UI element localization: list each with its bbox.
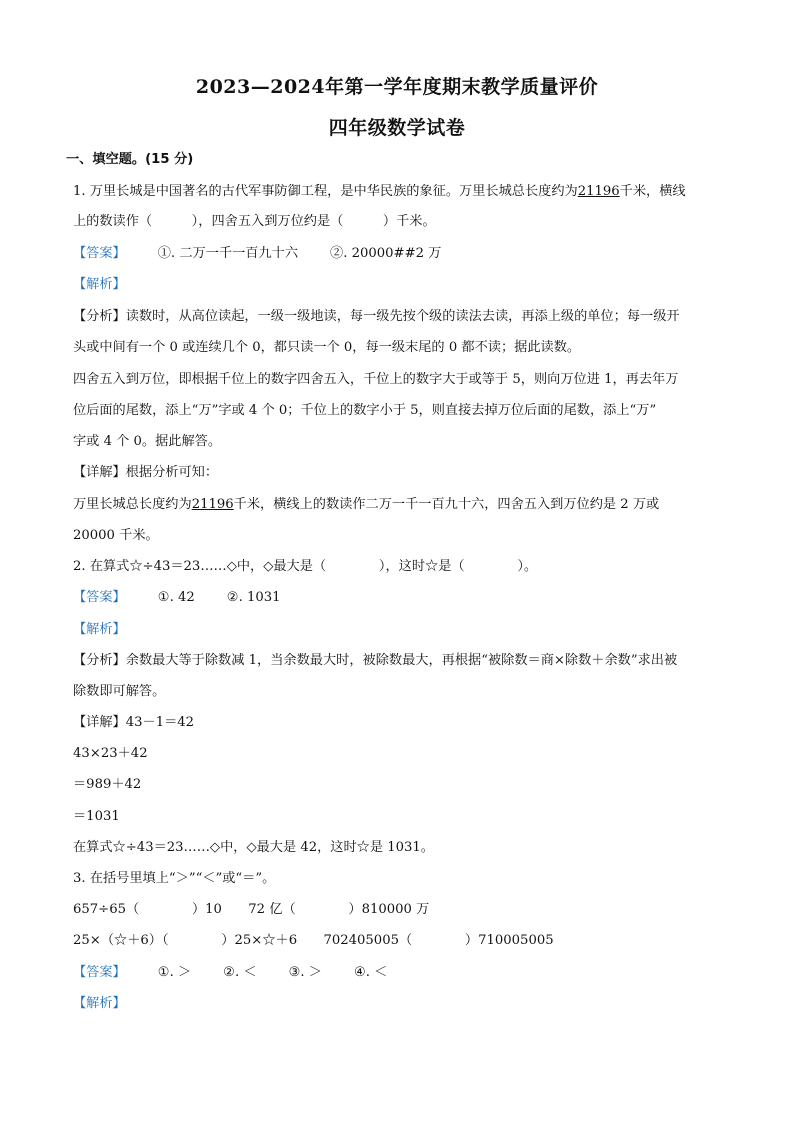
q3-row2: 25×（☆＋6）（ ）25×☆＋6 702405005（ ）710005005 xyxy=(73,933,554,948)
q1-fenxi-line5: 字或 4 个 0。据此解答。 xyxy=(73,434,222,449)
exam-title: 2023—2024年第一学年度期末教学质量评价 xyxy=(195,76,599,98)
detail-text-a: 万里长城总长度约为 xyxy=(73,497,192,512)
answer-item: ①. ＞ xyxy=(157,965,192,980)
fenxi-tag: 【分析】 xyxy=(73,653,126,668)
section-heading: 一、填空题。(15 分) xyxy=(66,152,194,167)
answer-item: ④. ＜ xyxy=(353,965,388,980)
q1-fenxi-line2: 头或中间有一个 0 或连续几个 0，都只读一个 0，每一级末尾的 0 都不读；据此读数。 xyxy=(73,340,581,355)
q2-answer-line xyxy=(73,589,281,607)
q1-fenxi-line3: 四舍五入到万位，即根据千位上的数字四舍五入，千位上的数字大于或等于 5，则向万位进 1，再去年万 xyxy=(73,372,679,387)
q1-answer-line xyxy=(73,245,441,263)
q2-detail-line1 xyxy=(73,714,194,732)
q3-answer-line xyxy=(73,964,387,982)
q2-fenxi-line1 xyxy=(73,652,677,670)
answer-tag: 【答案】 xyxy=(73,246,126,261)
answer-tag: 【答案】 xyxy=(73,965,126,980)
fenxi-text: 余数最大等于除数减 1，当余数最大时，被除数最大，再根据“被除数＝商×除数＋余数”求出被 xyxy=(125,653,678,668)
q1-stem-number: 21196 xyxy=(577,184,620,199)
detail-tag: 【详解】 xyxy=(73,715,126,730)
q1-detail-line1 xyxy=(73,464,218,482)
detail-number: 21196 xyxy=(191,497,234,512)
fenxi-tag: 【分析】 xyxy=(73,309,126,324)
q1-detail-line2 xyxy=(73,496,659,514)
q1-stem-text-b: 千米，横线 xyxy=(619,184,686,199)
q2-detail-line5: 在算式☆÷43＝23……◇中，◇最大是 42，这时☆是 1031。 xyxy=(73,840,434,855)
q1-fenxi-line1 xyxy=(73,308,680,326)
detail-text-b: 千米，横线上的数读作二万一千一百九十六，四舍五入到万位约是 2 万或 xyxy=(233,497,660,512)
detail-text: 43－1＝42 xyxy=(125,715,195,730)
answer-item: ①. 42 xyxy=(157,590,195,605)
answer-item: ②. ＜ xyxy=(223,965,257,980)
q1-detail-line3: 20000 千米。 xyxy=(73,528,159,543)
q1-stem-text-a: 1. 万里长城是中国著名的古代军事防御工程，是中华民族的象征。万里长城总长度约为 xyxy=(73,184,578,199)
fenxi-text: 读数时，从高位读起，一级一级地读，每一级先按个级的读法去读，再添上级的单位；每一级开 xyxy=(125,309,680,324)
answer-item: ②. 20000##2 万 xyxy=(330,246,442,261)
q3-stem: 3. 在括号里填上“＞”“＜”或“＝”。 xyxy=(73,871,276,886)
exam-subtitle: 四年级数学试卷 xyxy=(328,117,466,139)
detail-tag: 【详解】 xyxy=(73,465,126,480)
q2-stem: 2. 在算式☆÷43＝23……◇中，◇最大是（ ），这时☆是（ ）。 xyxy=(73,559,538,574)
detail-text: 根据分析可知： xyxy=(125,465,219,480)
q1-fenxi-line4: 位后面的尾数，添上“万”字或 4 个 0；千位上的数字小于 5，则直接去掉万位后面的尾数，添上“万” xyxy=(73,403,657,418)
q3-row1: 657÷65（ ）10 72 亿（ ）810000 万 xyxy=(73,902,430,917)
answer-tag: 【答案】 xyxy=(73,590,126,605)
q1-stem-line2: 上的数读作（ ），四舍五入到万位约是（ ）千米。 xyxy=(73,214,436,229)
q2-fenxi-line2: 除数即可解答。 xyxy=(73,684,166,699)
answer-item: ②. 1031 xyxy=(226,590,281,605)
answer-item: ③. ＞ xyxy=(288,965,322,980)
analysis-tag: 【解析】 xyxy=(73,277,126,292)
q1-stem-line1 xyxy=(73,183,686,201)
q2-detail-line2: 43×23＋42 xyxy=(73,746,148,761)
analysis-tag: 【解析】 xyxy=(73,622,126,637)
analysis-tag: 【解析】 xyxy=(73,996,126,1011)
q2-detail-line4: ＝1031 xyxy=(73,809,120,824)
q2-detail-line3: ＝989＋42 xyxy=(73,777,142,792)
answer-item: ①. 二万一千一百九十六 xyxy=(157,246,299,261)
